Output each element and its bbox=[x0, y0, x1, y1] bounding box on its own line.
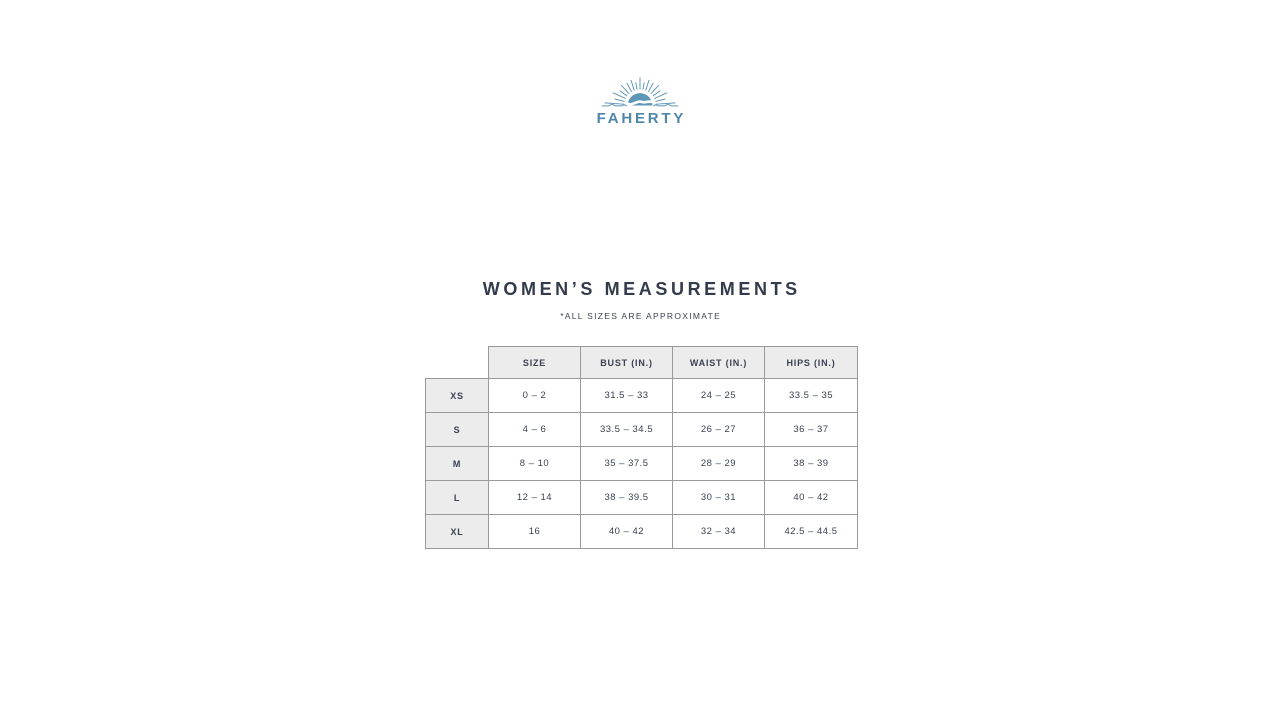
cell-bust: 40 – 42 bbox=[581, 515, 673, 549]
cell-size: 4 – 6 bbox=[489, 413, 581, 447]
col-header-waist: WAIST (IN.) bbox=[673, 347, 765, 379]
faherty-logo bbox=[0, 72, 1280, 127]
table-row-xs bbox=[426, 379, 858, 413]
cell-bust: 31.5 – 33 bbox=[581, 379, 673, 413]
cell-waist: 32 – 34 bbox=[673, 515, 765, 549]
heading-block bbox=[0, 279, 1280, 321]
row-label: S bbox=[426, 413, 489, 447]
cell-size: 12 – 14 bbox=[489, 481, 581, 515]
cell-size: 0 – 2 bbox=[489, 379, 581, 413]
cell-bust: 35 – 37.5 bbox=[581, 447, 673, 481]
sunburst-wave-icon bbox=[598, 72, 682, 112]
cell-waist: 28 – 29 bbox=[673, 447, 765, 481]
cell-hips: 33.5 – 35 bbox=[765, 379, 858, 413]
cell-size: 16 bbox=[489, 515, 581, 549]
cell-hips: 36 – 37 bbox=[765, 413, 858, 447]
cell-bust: 33.5 – 34.5 bbox=[581, 413, 673, 447]
cell-hips: 42.5 – 44.5 bbox=[765, 515, 858, 549]
col-header-size: SIZE bbox=[489, 347, 581, 379]
col-header-hips: HIPS (IN.) bbox=[765, 347, 858, 379]
ghost-cell bbox=[426, 347, 489, 379]
col-header-bust: BUST (IN.) bbox=[581, 347, 673, 379]
cell-waist: 24 – 25 bbox=[673, 379, 765, 413]
cell-waist: 30 – 31 bbox=[673, 481, 765, 515]
row-label: XL bbox=[426, 515, 489, 549]
table-row-xl bbox=[426, 515, 858, 549]
row-label: L bbox=[426, 481, 489, 515]
size-chart-table bbox=[425, 346, 858, 549]
size-note: *ALL SIZES ARE APPROXIMATE bbox=[560, 311, 722, 321]
table-row-l bbox=[426, 481, 858, 515]
header-row bbox=[426, 347, 858, 379]
cell-hips: 40 – 42 bbox=[765, 481, 858, 515]
table-row-s bbox=[426, 413, 858, 447]
brand-wordmark: FAHERTY bbox=[596, 110, 687, 127]
table-row-m bbox=[426, 447, 858, 481]
cell-size: 8 – 10 bbox=[489, 447, 581, 481]
row-label: M bbox=[426, 447, 489, 481]
cell-hips: 38 – 39 bbox=[765, 447, 858, 481]
cell-waist: 26 – 27 bbox=[673, 413, 765, 447]
row-label: XS bbox=[426, 379, 489, 413]
page-title: WOMEN’S MEASUREMENTS bbox=[482, 279, 801, 299]
cell-bust: 38 – 39.5 bbox=[581, 481, 673, 515]
